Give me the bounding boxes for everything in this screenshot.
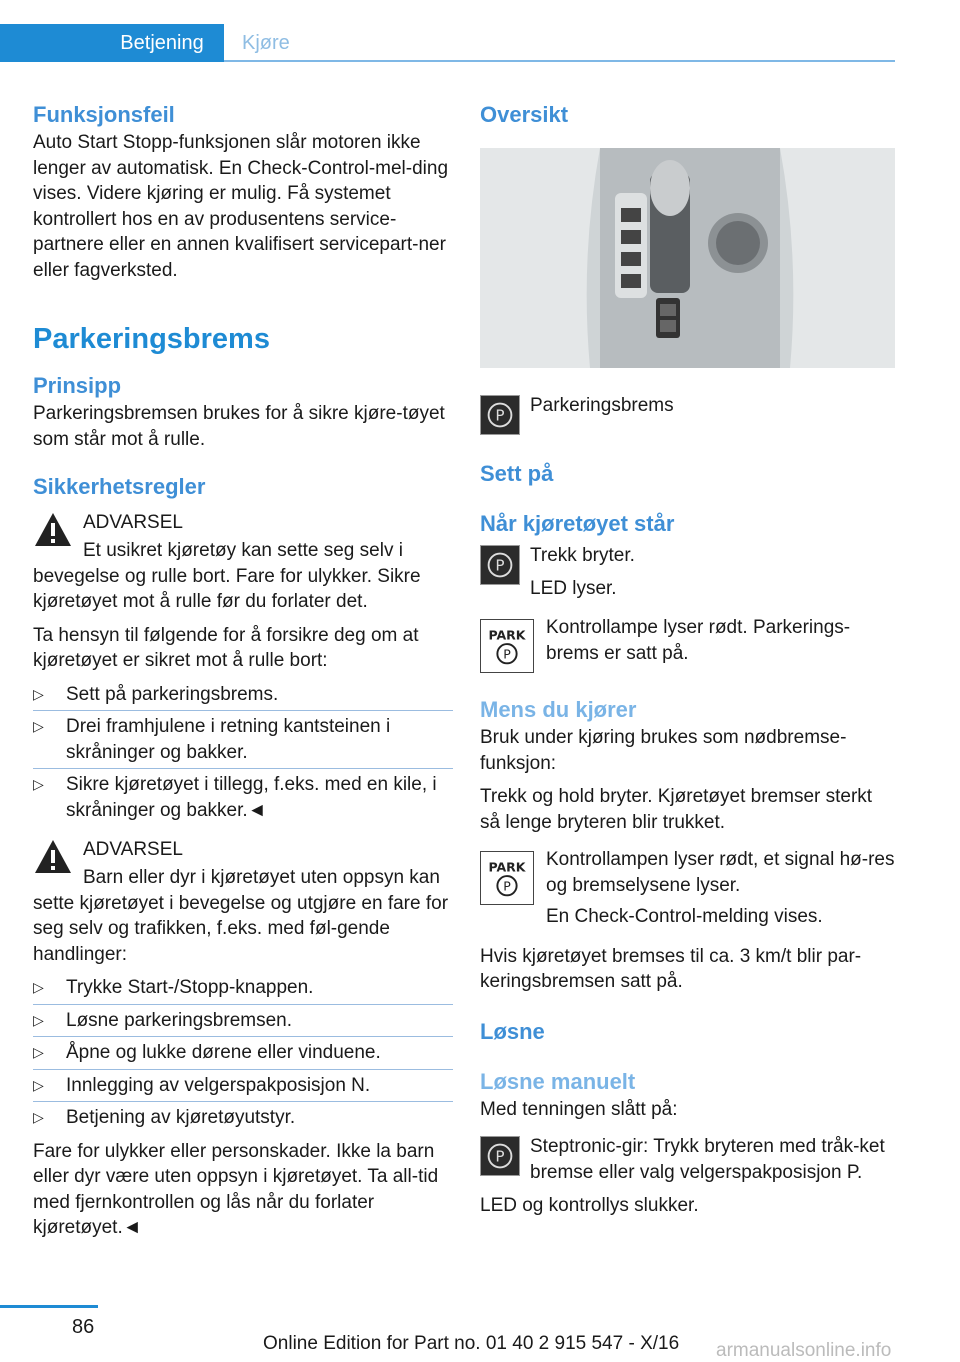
- triangle-bullet-icon: ▷: [33, 1011, 44, 1028]
- losne-text-3: LED og kontrollys slukker.: [480, 1195, 699, 1216]
- header-tabbar: [0, 24, 895, 62]
- bullet-list-1: [33, 682, 453, 824]
- svg-text:P: P: [495, 1147, 505, 1166]
- park-indicator-row-2: [480, 847, 895, 930]
- park-label: PARK: [488, 859, 526, 875]
- svg-text:P: P: [495, 406, 505, 425]
- warning-triangle-icon: [33, 837, 73, 877]
- park-indicator-text-2: Kontrollampen lyser rødt, et signal hø-res og bremselysene lyser.: [546, 849, 895, 896]
- list-item: ▷ Sikre kjøretøyet i tillegg, f.eks. med en kile, i skråninger og bakker.◄: [33, 774, 437, 821]
- triangle-bullet-icon: ▷: [33, 776, 44, 792]
- parking-brake-switch-icon: [480, 395, 520, 435]
- list-item: ▷ Innlegging av velgerspakposisjon N.: [33, 1073, 453, 1099]
- center-console-photo: [480, 148, 895, 368]
- icon-caption-parkeringsbrems: Parkeringsbrems: [530, 395, 674, 416]
- tab-betjening[interactable]: Betjening: [100, 24, 224, 62]
- park-indicator-text-3: En Check-Control-melding vises.: [546, 906, 823, 927]
- page-number: 86: [72, 1316, 95, 1338]
- triangle-bullet-icon: ▷: [33, 685, 44, 702]
- icon-row-nar-star: [480, 543, 895, 601]
- nar-star-step-1: Trekk bryter.: [530, 545, 635, 566]
- warning-block-1: [33, 510, 453, 558]
- section-title-nar-star: Når kjøretøyet står: [480, 511, 675, 536]
- section-title-funksjonsfeil: Funksjonsfeil: [33, 102, 175, 127]
- losne-text-2: Steptronic-gir: Trykk bryteren med tråk-ket bremse eller valg velgerspakposisjon P.: [530, 1136, 885, 1183]
- section-title-sikkerhetsregler: Sikkerhetsregler: [33, 474, 206, 499]
- right-column: [480, 100, 895, 1219]
- svg-text:P: P: [495, 556, 505, 575]
- nar-star-step-2: LED lyser.: [530, 577, 617, 599]
- tab-underline: [224, 60, 895, 62]
- section-title-parkeringsbrems: Parkeringsbrems: [33, 323, 270, 355]
- icon-row-parkeringsbrems: [480, 393, 895, 437]
- list-item: ▷ Åpne og lukke dørene eller vinduene.: [33, 1040, 453, 1066]
- section-title-sett-pa: Sett på: [480, 461, 554, 486]
- bullet-list-2: [33, 975, 453, 1131]
- list-item: ▷ Trykke Start-/Stopp-knappen.: [33, 975, 453, 1001]
- parking-brake-switch-icon: [480, 1136, 520, 1176]
- list-item: ▷ Sett på parkeringsbrems.: [33, 682, 453, 708]
- warning-intro-1: Ta hensyn til følgende for å forsikre deg om at kjøretøyet er sikret mot å rulle bort:: [33, 624, 419, 671]
- warning-triangle-icon: [33, 510, 73, 550]
- footer-accent-line: [0, 1305, 98, 1308]
- warning-label-1: ADVARSEL: [83, 512, 183, 533]
- list-item: ▷ Løsne parkeringsbremsen.: [33, 1008, 453, 1034]
- funksjonsfeil-text: Auto Start Stopp-funksjonen slår motoren ikke lenger av automatisk. En Check-Control-mel-ding vises. Videre kjøring er mulig. Få systemet kontrollert hos en av produsentens service-partnere eller en annen kvalifisert servicepart-ner eller fagverksted.: [33, 132, 449, 281]
- list-item: ▷ Betjening av kjøretøyutstyr.: [33, 1105, 453, 1131]
- list-item: ▷ Drei framhjulene i retning kantsteinen i skråninger og bakker.: [33, 716, 391, 763]
- section-title-oversikt: Oversikt: [480, 102, 569, 127]
- watermark-text: armanualsonline.info: [716, 1340, 892, 1361]
- park-indicator-icon: [480, 619, 534, 673]
- park-indicator-row-1: [480, 615, 895, 671]
- triangle-bullet-icon: ▷: [33, 979, 44, 995]
- section-title-losne-manuelt: Løsne manuelt: [480, 1068, 636, 1094]
- svg-text:P: P: [503, 878, 511, 894]
- triangle-bullet-icon: ▷: [33, 1076, 44, 1093]
- warning-block-2: [33, 837, 453, 885]
- warning-outro-2: Fare for ulykker eller personskader. Ikke la barn eller dyr være uten oppsyn i kjøretøyet. Ta all-tid med fjernkontrollen og lås når du forlater kjøretøyet.◄: [33, 1140, 439, 1238]
- park-indicator-icon: [480, 851, 534, 905]
- section-title-losne: Løsne: [480, 1018, 545, 1044]
- park-indicator-text-1: Kontrollampe lyser rødt. Parkerings-brems er satt på.: [546, 617, 851, 664]
- section-title-prinsipp: Prinsipp: [33, 373, 122, 398]
- triangle-bullet-icon: ▷: [33, 1109, 44, 1125]
- svg-text:P: P: [503, 646, 511, 662]
- edition-text: Online Edition for Part no. 01 40 2 915 547 - X/16: [263, 1333, 680, 1354]
- warning-text-2: Barn eller dyr i kjøretøyet uten oppsyn kan sette kjøretøyet i bevegelse og utgjøre en fare for seg selv og trafikken, f.eks. med føl-gende handlinger:: [33, 867, 449, 965]
- park-label: PARK: [488, 627, 526, 643]
- parking-brake-switch-icon: [480, 545, 520, 585]
- section-title-mens-du-kjorer: Mens du kjører: [480, 697, 637, 722]
- left-column: [33, 100, 453, 1241]
- triangle-bullet-icon: ▷: [33, 1044, 44, 1060]
- losne-text-1: Med tenningen slått på:: [480, 1098, 678, 1120]
- prinsipp-text: Parkeringsbremsen brukes for å sikre kjøre-tøyet som står mot å rulle.: [33, 403, 445, 450]
- tab-accent-block: [0, 24, 100, 62]
- mens-text-2: Trekk og hold bryter. Kjøretøyet bremser sterkt så lenge bryteren blir trukket.: [480, 786, 873, 833]
- icon-row-losne: [480, 1134, 895, 1185]
- warning-label-2: ADVARSEL: [83, 839, 183, 860]
- triangle-bullet-icon: ▷: [33, 718, 44, 734]
- tab-kjore[interactable]: Kjøre: [242, 32, 290, 54]
- warning-text-1: Et usikret kjøretøy kan sette seg selv i bevegelse og rulle bort. Fare for ulykker. Sikre kjøretøyet mot å rulle før du forlater det.: [33, 540, 421, 612]
- hvis-text: Hvis kjøretøyet bremses til ca. 3 km/t blir par-keringsbremsen satt på.: [480, 945, 862, 992]
- mens-text-1: Bruk under kjøring brukes som nødbremse-funksjon:: [480, 727, 847, 774]
